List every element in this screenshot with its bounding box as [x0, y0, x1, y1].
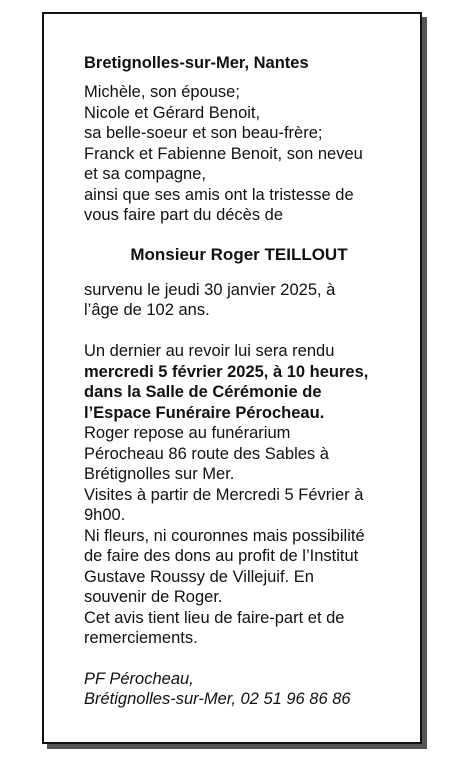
spacer: [84, 321, 404, 342]
funeral-home-signature: [84, 669, 404, 710]
obituary-notice: [42, 12, 422, 744]
family-line: Franck et Fabienne Benoit, son neveu: [84, 144, 363, 163]
detail-line: Gustave Roussy de Villejuif. En: [84, 567, 314, 586]
funeral-home-contact: Brétignolles-sur-Mer, 02 51 96 86 86: [84, 690, 351, 708]
detail-line: Roger repose au funérarium: [84, 424, 291, 442]
detail-line: Cet avis tient lieu de faire-part et de: [84, 608, 345, 627]
ceremony-details: [84, 341, 404, 649]
notice-content: [84, 52, 404, 710]
death-line: survenu le jeudi 30 janvier 2025, à: [84, 280, 336, 299]
ceremony-bold-line: l’Espace Funéraire Pérocheau.: [84, 403, 325, 422]
family-line: Michèle, son épouse;: [84, 83, 240, 101]
notice-heading: Bretignolles-sur-Mer, Nantes: [84, 54, 309, 72]
death-line: l’âge de 102 ans.: [84, 301, 210, 319]
detail-line: remerciements.: [84, 629, 198, 647]
detail-line: de faire des dons au profit de l’Institut: [84, 547, 359, 565]
detail-line: Ni fleurs, ni couronnes mais possibilité: [84, 526, 365, 545]
detail-line: Pérocheau 86 route des Sables à: [84, 444, 329, 463]
family-line: sa belle-soeur et son beau-frère;: [84, 124, 323, 142]
deceased-name: Monsieur Roger TEILLOUT: [130, 244, 348, 264]
detail-line: Brétignolles sur Mer.: [84, 465, 235, 483]
detail-line: 9h00.: [84, 506, 126, 524]
family-line: ainsi que ses amis ont la tristesse de: [84, 185, 354, 204]
ceremony-intro: Un dernier au revoir lui sera rendu: [84, 342, 335, 360]
family-line: Nicole et Gérard Benoit,: [84, 103, 261, 122]
funeral-home-name: PF Pérocheau,: [84, 669, 194, 688]
detail-line: Visites à partir de Mercredi 5 Février à: [84, 485, 364, 504]
detail-line: souvenir de Roger.: [84, 588, 223, 606]
ceremony-bold-line: mercredi 5 février 2025, à 10 heures,: [84, 362, 369, 381]
family-announcement: [84, 82, 404, 226]
family-line: vous faire part du décès de: [84, 206, 284, 224]
death-details: [84, 280, 404, 321]
family-line: et sa compagne,: [84, 165, 206, 183]
ceremony-bold-line: dans la Salle de Cérémonie de: [84, 383, 322, 401]
